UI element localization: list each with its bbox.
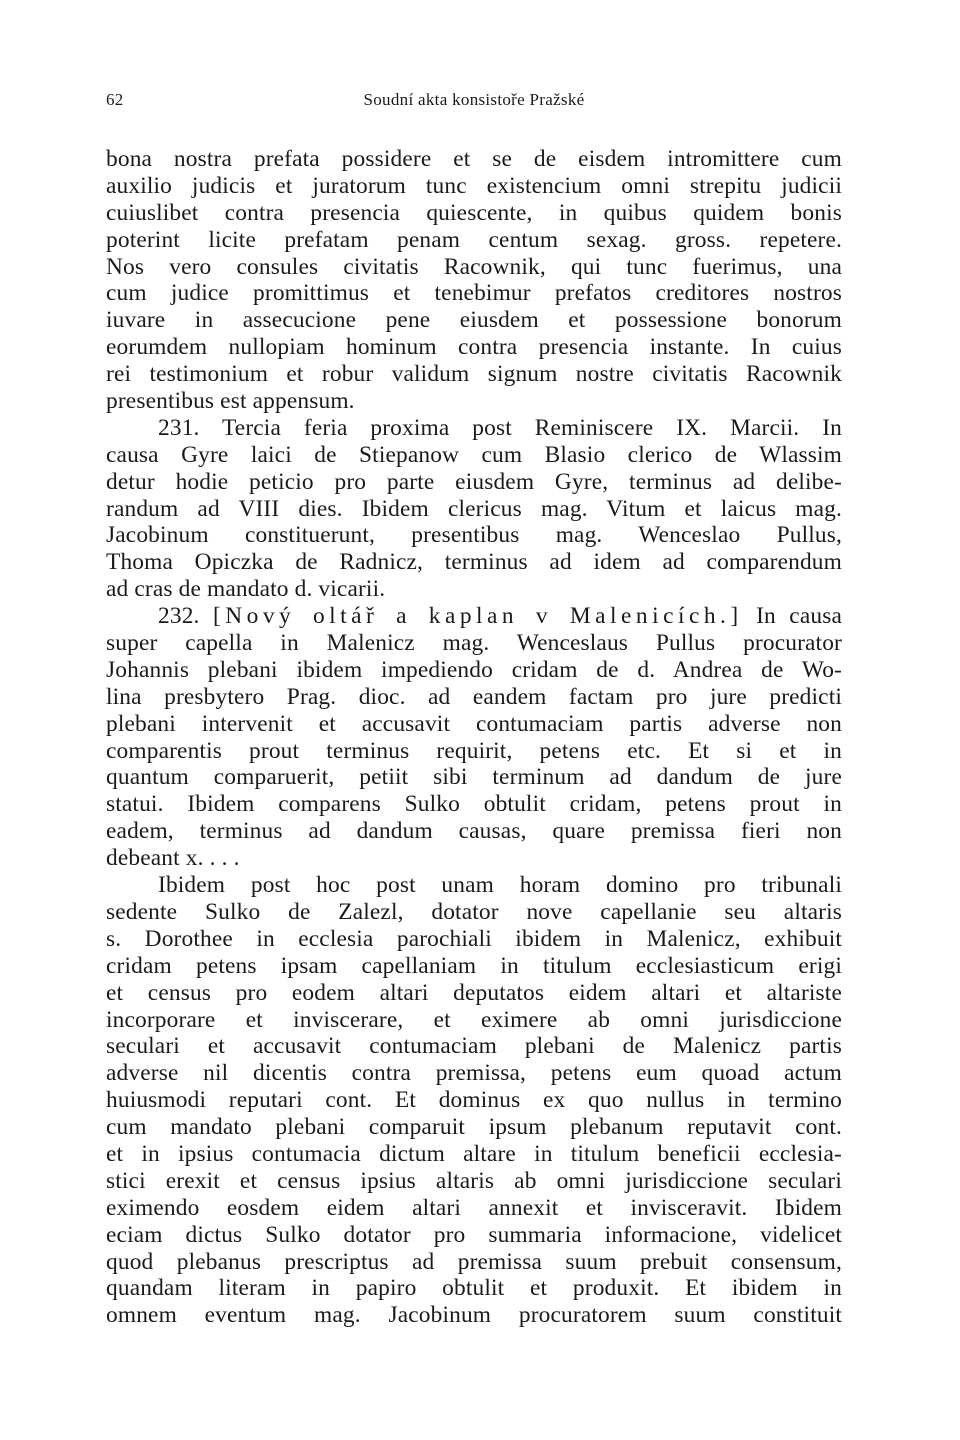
page-number: 62 <box>106 90 124 109</box>
text-line: Ibidem post hoc post unam horam domino pro tribunali <box>158 872 842 899</box>
text-line: bona nostra prefata possidere et se de eisdem intromittere cum <box>106 146 842 172</box>
running-header <box>106 90 842 114</box>
text-line: eximendo eosdem eidem altari annexit et invisceravit. Ibidem <box>106 1194 842 1221</box>
text-line: rei testimonium et robur validum signum nostre civitatis Racownik <box>106 361 842 388</box>
text-line: cum judice promittimus et tenebimur prefatos creditores nostros <box>106 280 842 307</box>
text-line: quantum comparuerit, petiit sibi terminum ad dandum de jure <box>106 764 842 791</box>
text-line: eciam dictus Sulko dotator pro summaria informacione, videlicet <box>106 1221 842 1248</box>
text-line: cridam petens ipsam capellaniam in titulum ecclesiasticum erigi <box>106 952 842 979</box>
text-line: Jacobinum constituerunt, presentibus mag. Wenceslao Pullus, <box>106 522 842 549</box>
text-line: quod plebanus prescriptus ad premissa suum prebuit consensum, <box>106 1248 842 1275</box>
text-line: Nos vero consules civitatis Racownik, qui tunc fuerimus, una <box>106 253 842 280</box>
text-line: plebani intervenit et accusavit contumaciam partis adverse non <box>106 710 842 737</box>
text-line: debeant x. . . . <box>106 845 240 872</box>
text-line: quandam literam in papiro obtulit et produxit. Et ibidem in <box>106 1275 842 1302</box>
text-line: comparentis prout terminus requirit, petens etc. Et si et in <box>106 737 842 764</box>
text-line: randum ad VIII dies. Ibidem clericus mag. Vitum et laicus mag. <box>106 495 842 522</box>
text-line: 231. Tercia feria proxima post Reminiscere IX. Marcii. In <box>158 414 842 441</box>
text-line: auxilio judicis et juratorum tunc existencium omni strepitu judicii <box>106 172 842 199</box>
text-line: incorporare et inviscerare, et eximere ab omni jurisdiccione <box>106 1006 842 1033</box>
line-text: In causa <box>742 603 842 630</box>
entry-heading: [Nový oltář a kaplan v Malenicích.] <box>212 603 743 630</box>
text-line: eorumdem nullopiam hominum contra presencia instante. In cuius <box>106 334 842 361</box>
text-line: iuvare in assecucione pene eiusdem et possessione bonorum <box>106 307 842 334</box>
text-line: Johannis plebani ibidem impediendo cridam de d. Andrea de Wo- <box>106 656 842 683</box>
running-title: Soudní akta konsistoře Pražské <box>363 90 585 109</box>
text-line: super capella in Malenicz mag. Wenceslaus Pullus procurator <box>106 630 842 657</box>
text-line: eadem, terminus ad dandum causas, quare premissa fieri non <box>106 818 842 845</box>
text-line <box>106 603 842 630</box>
text-line: seculari et accusavit contumaciam plebani de Malenicz partis <box>106 1033 842 1060</box>
text-line: poterint licite prefatam penam centum sexag. gross. repetere. <box>106 226 842 253</box>
text-line: stici erexit et census ipsius altaris ab omni jurisdiccione seculari <box>106 1167 842 1194</box>
text-line: detur hodie peticio pro parte eiusdem Gyre, terminus ad delibe- <box>106 468 842 495</box>
text-line: cum mandato plebani comparuit ipsum plebanum reputavit cont. <box>106 1114 842 1141</box>
entry-number: 232. <box>158 603 213 630</box>
text-line: et in ipsius contumacia dictum altare in titulum beneficii ecclesia- <box>106 1140 842 1167</box>
text-line: sedente Sulko de Zalezl, dotator nove capellanie seu altaris <box>106 898 842 925</box>
text-line: et census pro eodem altari deputatos eidem altari et altariste <box>106 979 842 1006</box>
text-line: statui. Ibidem comparens Sulko obtulit cridam, petens prout in <box>106 791 842 818</box>
text-line: s. Dorothee in ecclesia parochiali ibidem in Malenicz, exhibuit <box>106 925 842 952</box>
text-line: ad cras de mandato d. vicarii. <box>106 576 386 603</box>
text-line: omnem eventum mag. Jacobinum procuratorem suum constituit <box>106 1302 842 1329</box>
text-line: adverse nil dicentis contra premissa, petens eum quoad actum <box>106 1060 842 1087</box>
text-line: huiusmodi reputari cont. Et dominus ex quo nullus in termino <box>106 1087 842 1114</box>
text-line: causa Gyre laici de Stiepanow cum Blasio clerico de Wlassim <box>106 441 842 468</box>
text-line: Thoma Opiczka de Radnicz, terminus ad idem ad comparendum <box>106 549 842 576</box>
body-text <box>106 146 842 1329</box>
text-line: lina presbytero Prag. dioc. ad eandem factam pro jure predicti <box>106 683 842 710</box>
text-line: cuiuslibet contra presencia quiescente, in quibus quidem bonis <box>106 199 842 226</box>
text-line: presentibus est appensum. <box>106 388 355 415</box>
